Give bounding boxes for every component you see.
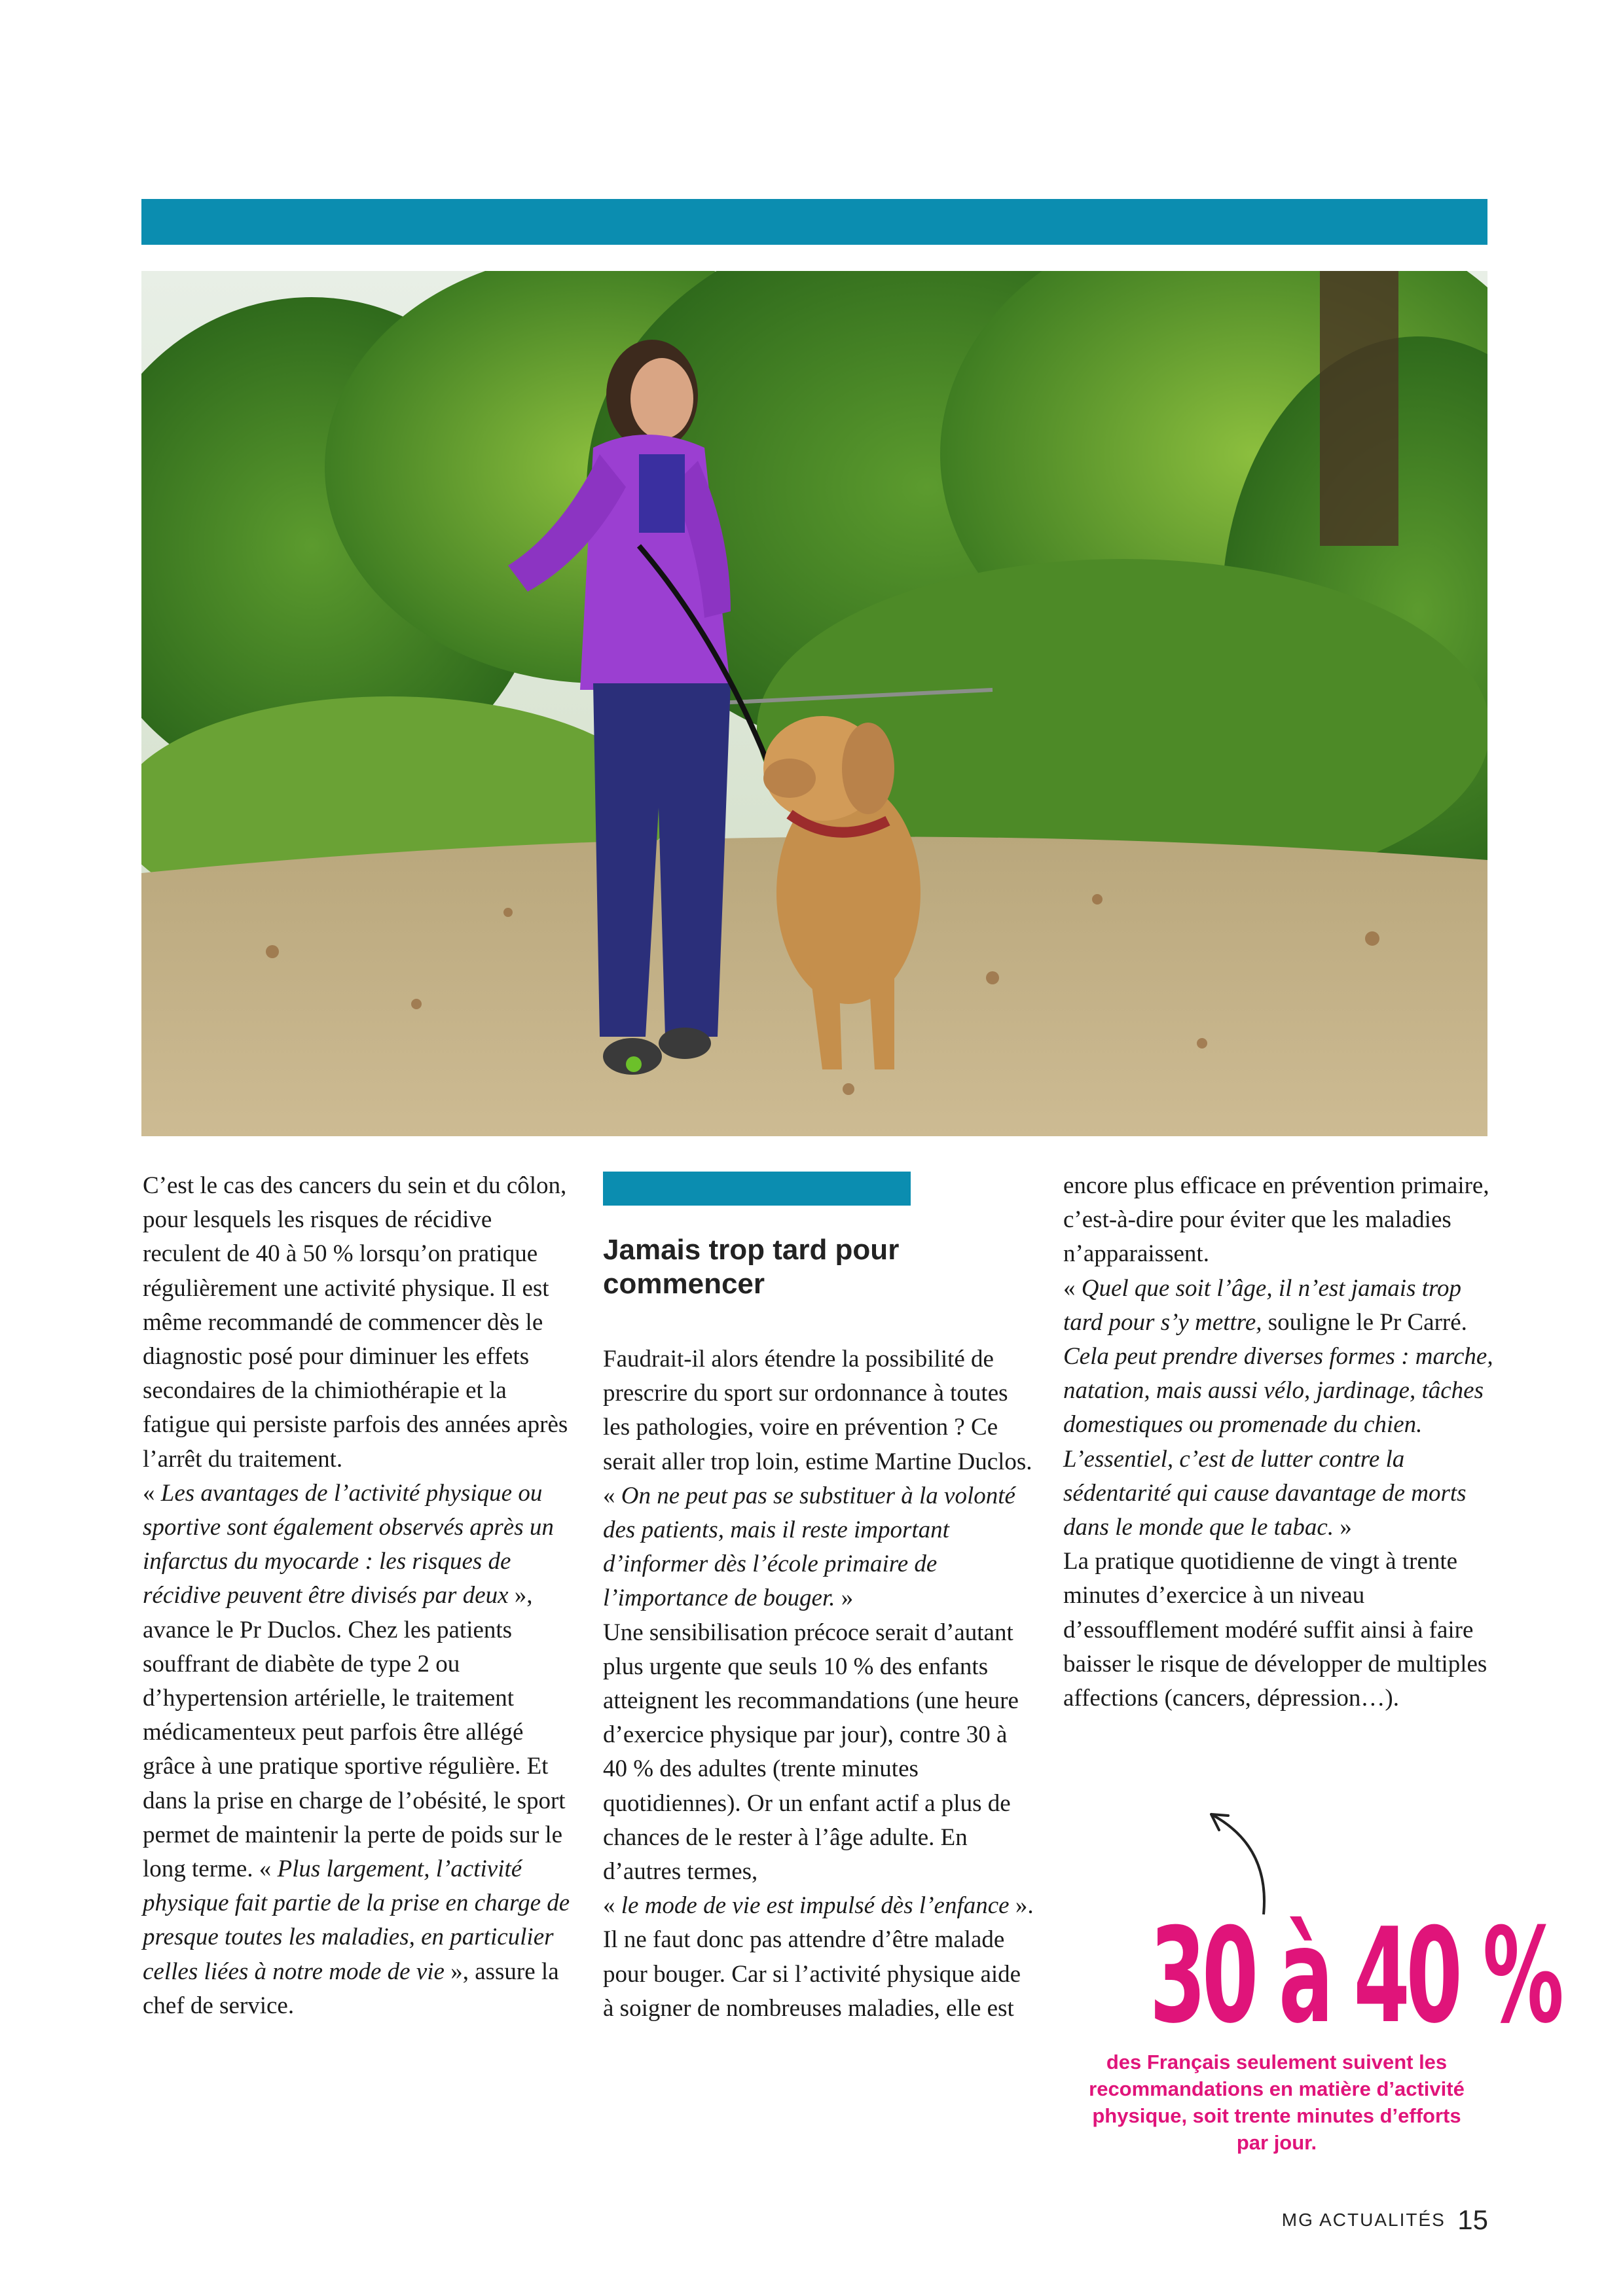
page-footer <box>1282 2204 1488 2236</box>
quote-carre-2: Cela peut prendre diverses formes : marche, natation, mais aussi vélo, jardinage, tâches domestiques ou promenade du chien. L’essentiel, c’est de lutter contre la sédentarité qui cause davantage de morts dans le monde que le tabac. <box>1063 1343 1493 1541</box>
paragraph-1: C’est le cas des cancers du sein et du côlon, pour lesquels les risques de récidive reculent de 40 à 50 % lorsqu’on pratique régulièrement une activité physique. Il est même recommandé de commencer dès le diagnostic posé pour diminuer les effets secondaires de la chimiothérapie et la fatigue qui persiste parfois des années après l’arrêt du traitement. <box>143 1172 568 1473</box>
photo-illustration <box>141 271 1487 1136</box>
article-photo <box>141 271 1487 1136</box>
paragraph-4 <box>603 1479 1035 1616</box>
quote-duclos-3: On ne peut pas se substituer à la volonté des patients, mais il reste important d’informer dès l’école primaire de l’importance de bouger. <box>603 1482 1015 1612</box>
paragraph-3: Faudrait-il alors étendre la possibilité de prescrire du sport sur ordonnance à toutes les pathologies, voire en prévention ? Ce serait aller trop loin, estime Martine Duclos. <box>603 1346 1032 1475</box>
text-fragment: » <box>835 1585 854 1612</box>
quote-duclos-2: Plus largement, l’activité physique fait partie de la prise en charge de presque toutes les maladies, en particulier celles liées à notre mode de vie <box>143 1856 570 1985</box>
page-number: 15 <box>1457 2204 1488 2235</box>
quote-enfance: le mode de vie est impulsé dès l’enfance <box>621 1892 1010 1920</box>
paragraph-2 <box>143 1477 575 2023</box>
paragraph-7: Il ne faut donc pas attendre d’être malade pour bouger. Car si l’activité physique aide à soigner de nombreuses maladies, elle est <box>603 1926 1021 2022</box>
publication-name: MG ACTUALITÉS <box>1281 2210 1446 2230</box>
stat-value: 30 à 40 % <box>1149 1900 1560 2053</box>
text-fragment: « <box>603 1482 621 1509</box>
article-column-2 <box>603 1342 1035 2026</box>
quote-carre-1: Quel que soit l’âge, il n’est jamais trop tard pour s’y mettre, <box>1063 1274 1462 1336</box>
article-column-1 <box>143 1169 575 2023</box>
text-fragment: » <box>1334 1514 1352 1541</box>
quote-duclos-1: Les avantages de l’activité physique ou sportive sont également observés après un infarctus du myocarde : les risques de récidive peuvent être divisés par deux <box>143 1479 554 1609</box>
paragraph-8: encore plus efficace en prévention primaire, c’est-à-dire pour éviter que les maladies n’apparaissent. <box>1063 1172 1489 1268</box>
section-title: Jamais trop tard pour commencer <box>603 1234 900 1300</box>
paragraph-6 <box>603 1889 1035 1923</box>
paragraph-5: Une sensibilisation précoce serait d’autant plus urgente que seuls 10 % des enfants atteignent les recommandations (une heure d’exercice physique par jour), contre 30 à 40 % des adultes (trente minutes quotidiennes). Or un enfant actif a plus de chances de le rester à l’âge adulte. En d’autres termes, <box>603 1619 1019 1886</box>
text-fragment: », avance le Pr Duclos. Chez les patients souffrant de diabète de type 2 ou d’hypertension artérielle, le traitement médicamenteux peut parfois être allégé grâce à une pratique sportive régulière. Et dans la prise en charge de l’obésité, le sport permet de maintenir la perte de poids sur le long terme. « <box>143 1582 566 1883</box>
text-fragment: « <box>143 1479 161 1507</box>
top-color-bar <box>141 199 1487 245</box>
paragraph-10: La pratique quotidienne de vingt à trente minutes d’exercice à un niveau d’essoufflement modéré suffit ainsi à faire baisser le risque de développer de multiples affections (cancers, dépression…). <box>1063 1548 1487 1712</box>
stat-caption: des Français seulement suivent les recommandations en matière d’activité physique, soit trente minutes d’efforts par jour. <box>1089 2051 1465 2154</box>
text-fragment: « <box>1063 1274 1082 1302</box>
article-column-3 <box>1063 1169 1495 1715</box>
text-fragment: « <box>603 1892 621 1920</box>
text-fragment: », assure la chef de service. <box>143 1958 559 2019</box>
section-color-bar <box>603 1172 911 1206</box>
text-fragment: souligne le Pr Carré. <box>1262 1308 1467 1336</box>
paragraph-9 <box>1063 1272 1495 1545</box>
text-fragment: ». <box>1009 1892 1034 1920</box>
